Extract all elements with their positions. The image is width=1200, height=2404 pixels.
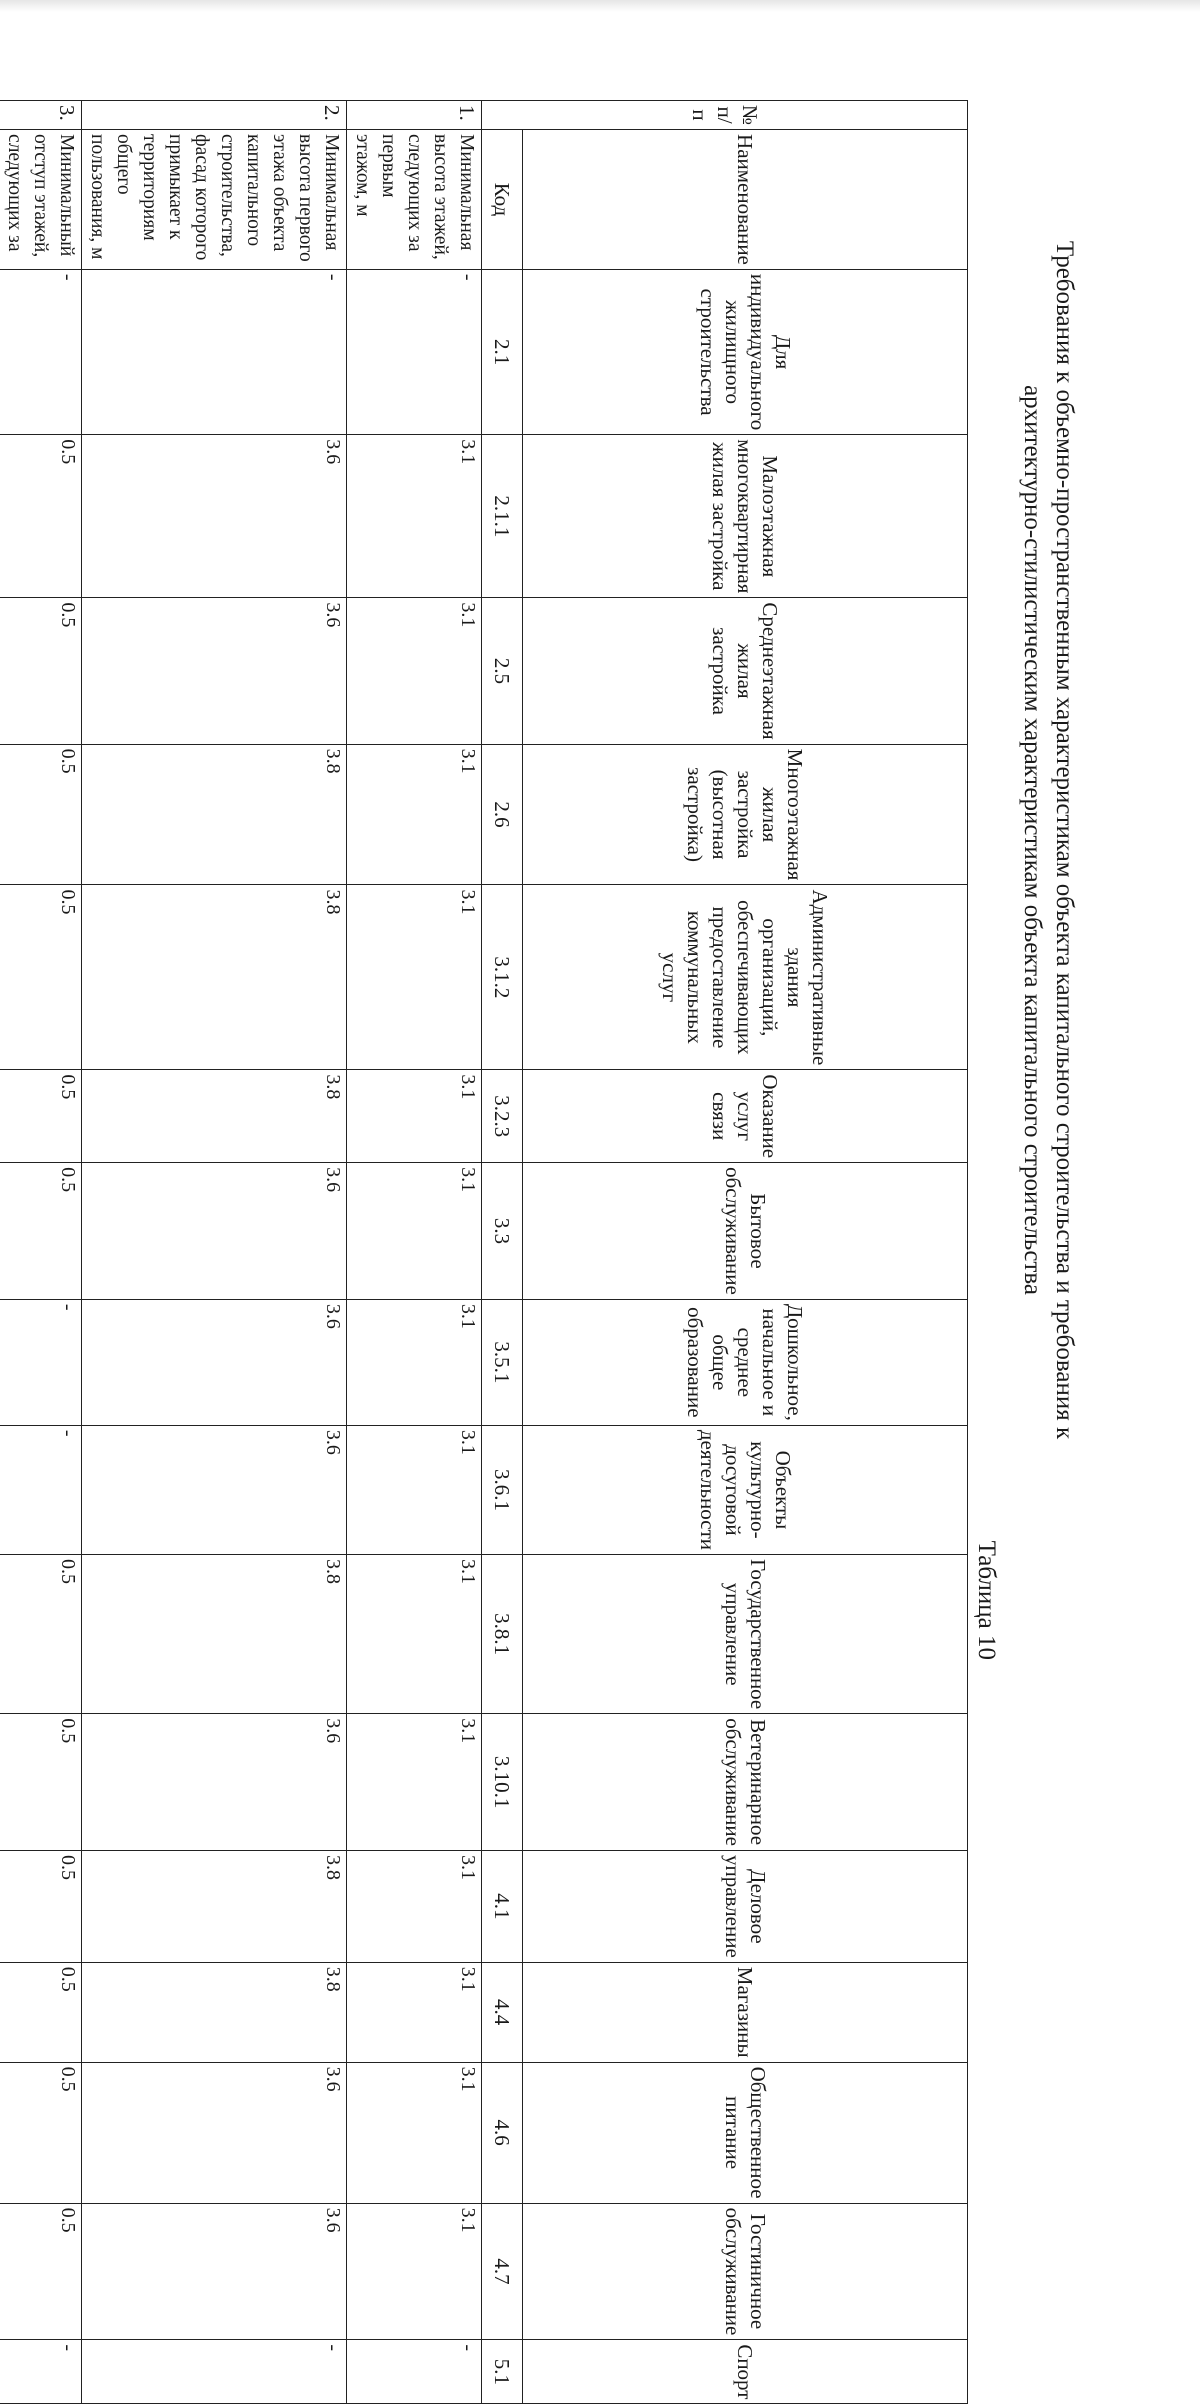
- code-cell: 3.1.2: [482, 885, 523, 1070]
- value-cell: 3.1: [347, 744, 482, 885]
- value-cell: 3.1: [347, 598, 482, 744]
- name-header: Наименование: [523, 130, 968, 270]
- value-cell: 0.5: [0, 1962, 82, 2062]
- value-cell: 0.5: [0, 1850, 82, 1962]
- value-cell: 3.1: [347, 1425, 482, 1554]
- value-cell: 0.5: [0, 2062, 82, 2203]
- value-cell: 3.8: [82, 1850, 347, 1962]
- column-header: Среднеэтажная жилая застройка: [523, 598, 968, 744]
- value-cell: -: [82, 269, 347, 434]
- row-number: 1.: [347, 101, 482, 130]
- table-row: [0, 101, 82, 2404]
- code-cell: 5.1: [482, 2340, 523, 2404]
- value-cell: -: [347, 269, 482, 434]
- code-cell: 3.5.1: [482, 1299, 523, 1425]
- value-cell: 0.5: [0, 598, 82, 744]
- value-cell: -: [0, 269, 82, 434]
- column-header: Общественное питание: [523, 2062, 968, 2203]
- value-cell: 3.6: [82, 2203, 347, 2340]
- value-cell: 3.6: [82, 1425, 347, 1554]
- table-number: Таблица 10: [973, 1540, 1000, 1660]
- code-cell: 4.6: [482, 2062, 523, 2203]
- code-row: [482, 101, 523, 2404]
- value-cell: 0.5: [0, 2203, 82, 2340]
- column-header: Оказание услуг связи: [523, 1070, 968, 1163]
- value-cell: 3.8: [82, 1555, 347, 1714]
- code-cell: 2.5: [482, 598, 523, 744]
- value-cell: 3.1: [347, 1714, 482, 1851]
- code-cell: 3.8.1: [482, 1555, 523, 1714]
- value-cell: 3.8: [82, 744, 347, 885]
- value-cell: -: [82, 2340, 347, 2404]
- code-cell: 2.1: [482, 269, 523, 434]
- row-name: Минимальная высота первого этажа объекта капитального строительства, фасад которого примыкает к территориям общего пользования, м: [82, 130, 347, 270]
- rotated-page: [4, 60, 1080, 2400]
- value-cell: 3.8: [82, 1070, 347, 1163]
- value-cell: 3.6: [82, 435, 347, 598]
- document-title: [1016, 60, 1080, 1620]
- table-row: [82, 101, 347, 2404]
- value-cell: 3.1: [347, 1962, 482, 2062]
- value-cell: 0.5: [0, 435, 82, 598]
- value-cell: 3.6: [82, 1714, 347, 1851]
- value-cell: 3.1: [347, 2062, 482, 2203]
- column-header: Административные здания организаций, обеспечивающих предоставление коммунальных услуг: [523, 885, 968, 1070]
- value-cell: 0.5: [0, 1555, 82, 1714]
- code-cell: 2.6: [482, 744, 523, 885]
- value-cell: 3.6: [82, 1299, 347, 1425]
- code-label: Код: [482, 130, 523, 270]
- header-row: [523, 101, 968, 2404]
- row-name: Минимальная высота этажей, следующих за первым этажом, м: [347, 130, 482, 270]
- value-cell: 0.5: [0, 1714, 82, 1851]
- column-header: Государственное управление: [523, 1555, 968, 1714]
- value-cell: 3.1: [347, 885, 482, 1070]
- value-cell: -: [347, 2340, 482, 2404]
- value-cell: -: [0, 2340, 82, 2404]
- value-cell: 0.5: [0, 744, 82, 885]
- row-number: 2.: [82, 101, 347, 130]
- table-row: [347, 101, 482, 2404]
- requirements-table: [0, 100, 968, 2404]
- title-line-2: архитектурно-стилистическим характеристикам объекта капитального строительства: [1019, 385, 1046, 1295]
- value-cell: 3.1: [347, 1850, 482, 1962]
- num-header: № п/п: [482, 101, 968, 130]
- title-line-1: Требования к объемно-пространственным характеристикам объекта капитального строительства и требования к: [1051, 240, 1078, 1440]
- column-header: Деловое управление: [523, 1850, 968, 1962]
- value-cell: 3.6: [82, 598, 347, 744]
- value-cell: 0.5: [0, 1163, 82, 1300]
- column-header: Для индивидуального жилищного строительства: [523, 269, 968, 434]
- column-header: Многоэтажная жилая застройка (высотная застройка): [523, 744, 968, 885]
- code-cell: 3.2.3: [482, 1070, 523, 1163]
- code-cell: 4.4: [482, 1962, 523, 2062]
- code-cell: 4.7: [482, 2203, 523, 2340]
- value-cell: 0.5: [0, 1070, 82, 1163]
- value-cell: 3.1: [347, 1163, 482, 1300]
- column-header: Бытовое обслуживание: [523, 1163, 968, 1300]
- value-cell: 3.1: [347, 1070, 482, 1163]
- value-cell: 3.6: [82, 2062, 347, 2203]
- code-cell: 4.1: [482, 1850, 523, 1962]
- value-cell: -: [0, 1425, 82, 1554]
- value-cell: 3.8: [82, 885, 347, 1070]
- column-header: Объекты культурно-досуговой деятельности: [523, 1425, 968, 1554]
- scan-edge: [0, 0, 1200, 12]
- value-cell: -: [0, 1299, 82, 1425]
- column-header: Гостиничное обслуживание: [523, 2203, 968, 2340]
- column-header: Малоэтажная многоквартирная жилая застройка: [523, 435, 968, 598]
- code-cell: 3.3: [482, 1163, 523, 1300]
- column-header: Магазины: [523, 1962, 968, 2062]
- column-header: Ветеринарное обслуживание: [523, 1714, 968, 1851]
- code-cell: 3.6.1: [482, 1425, 523, 1554]
- value-cell: 3.1: [347, 1555, 482, 1714]
- value-cell: 3.8: [82, 1962, 347, 2062]
- code-cell: 2.1.1: [482, 435, 523, 598]
- row-number: 3.: [0, 101, 82, 130]
- column-header: Дошкольное, начальное и среднее общее образование: [523, 1299, 968, 1425]
- row-name: Минимальный отступ этажей, следующих за: [0, 130, 82, 270]
- value-cell: 3.1: [347, 1299, 482, 1425]
- value-cell: 0.5: [0, 885, 82, 1070]
- value-cell: 3.1: [347, 2203, 482, 2340]
- code-cell: 3.10.1: [482, 1714, 523, 1851]
- column-header: Спорт: [523, 2340, 968, 2404]
- value-cell: 3.6: [82, 1163, 347, 1300]
- value-cell: 3.1: [347, 435, 482, 598]
